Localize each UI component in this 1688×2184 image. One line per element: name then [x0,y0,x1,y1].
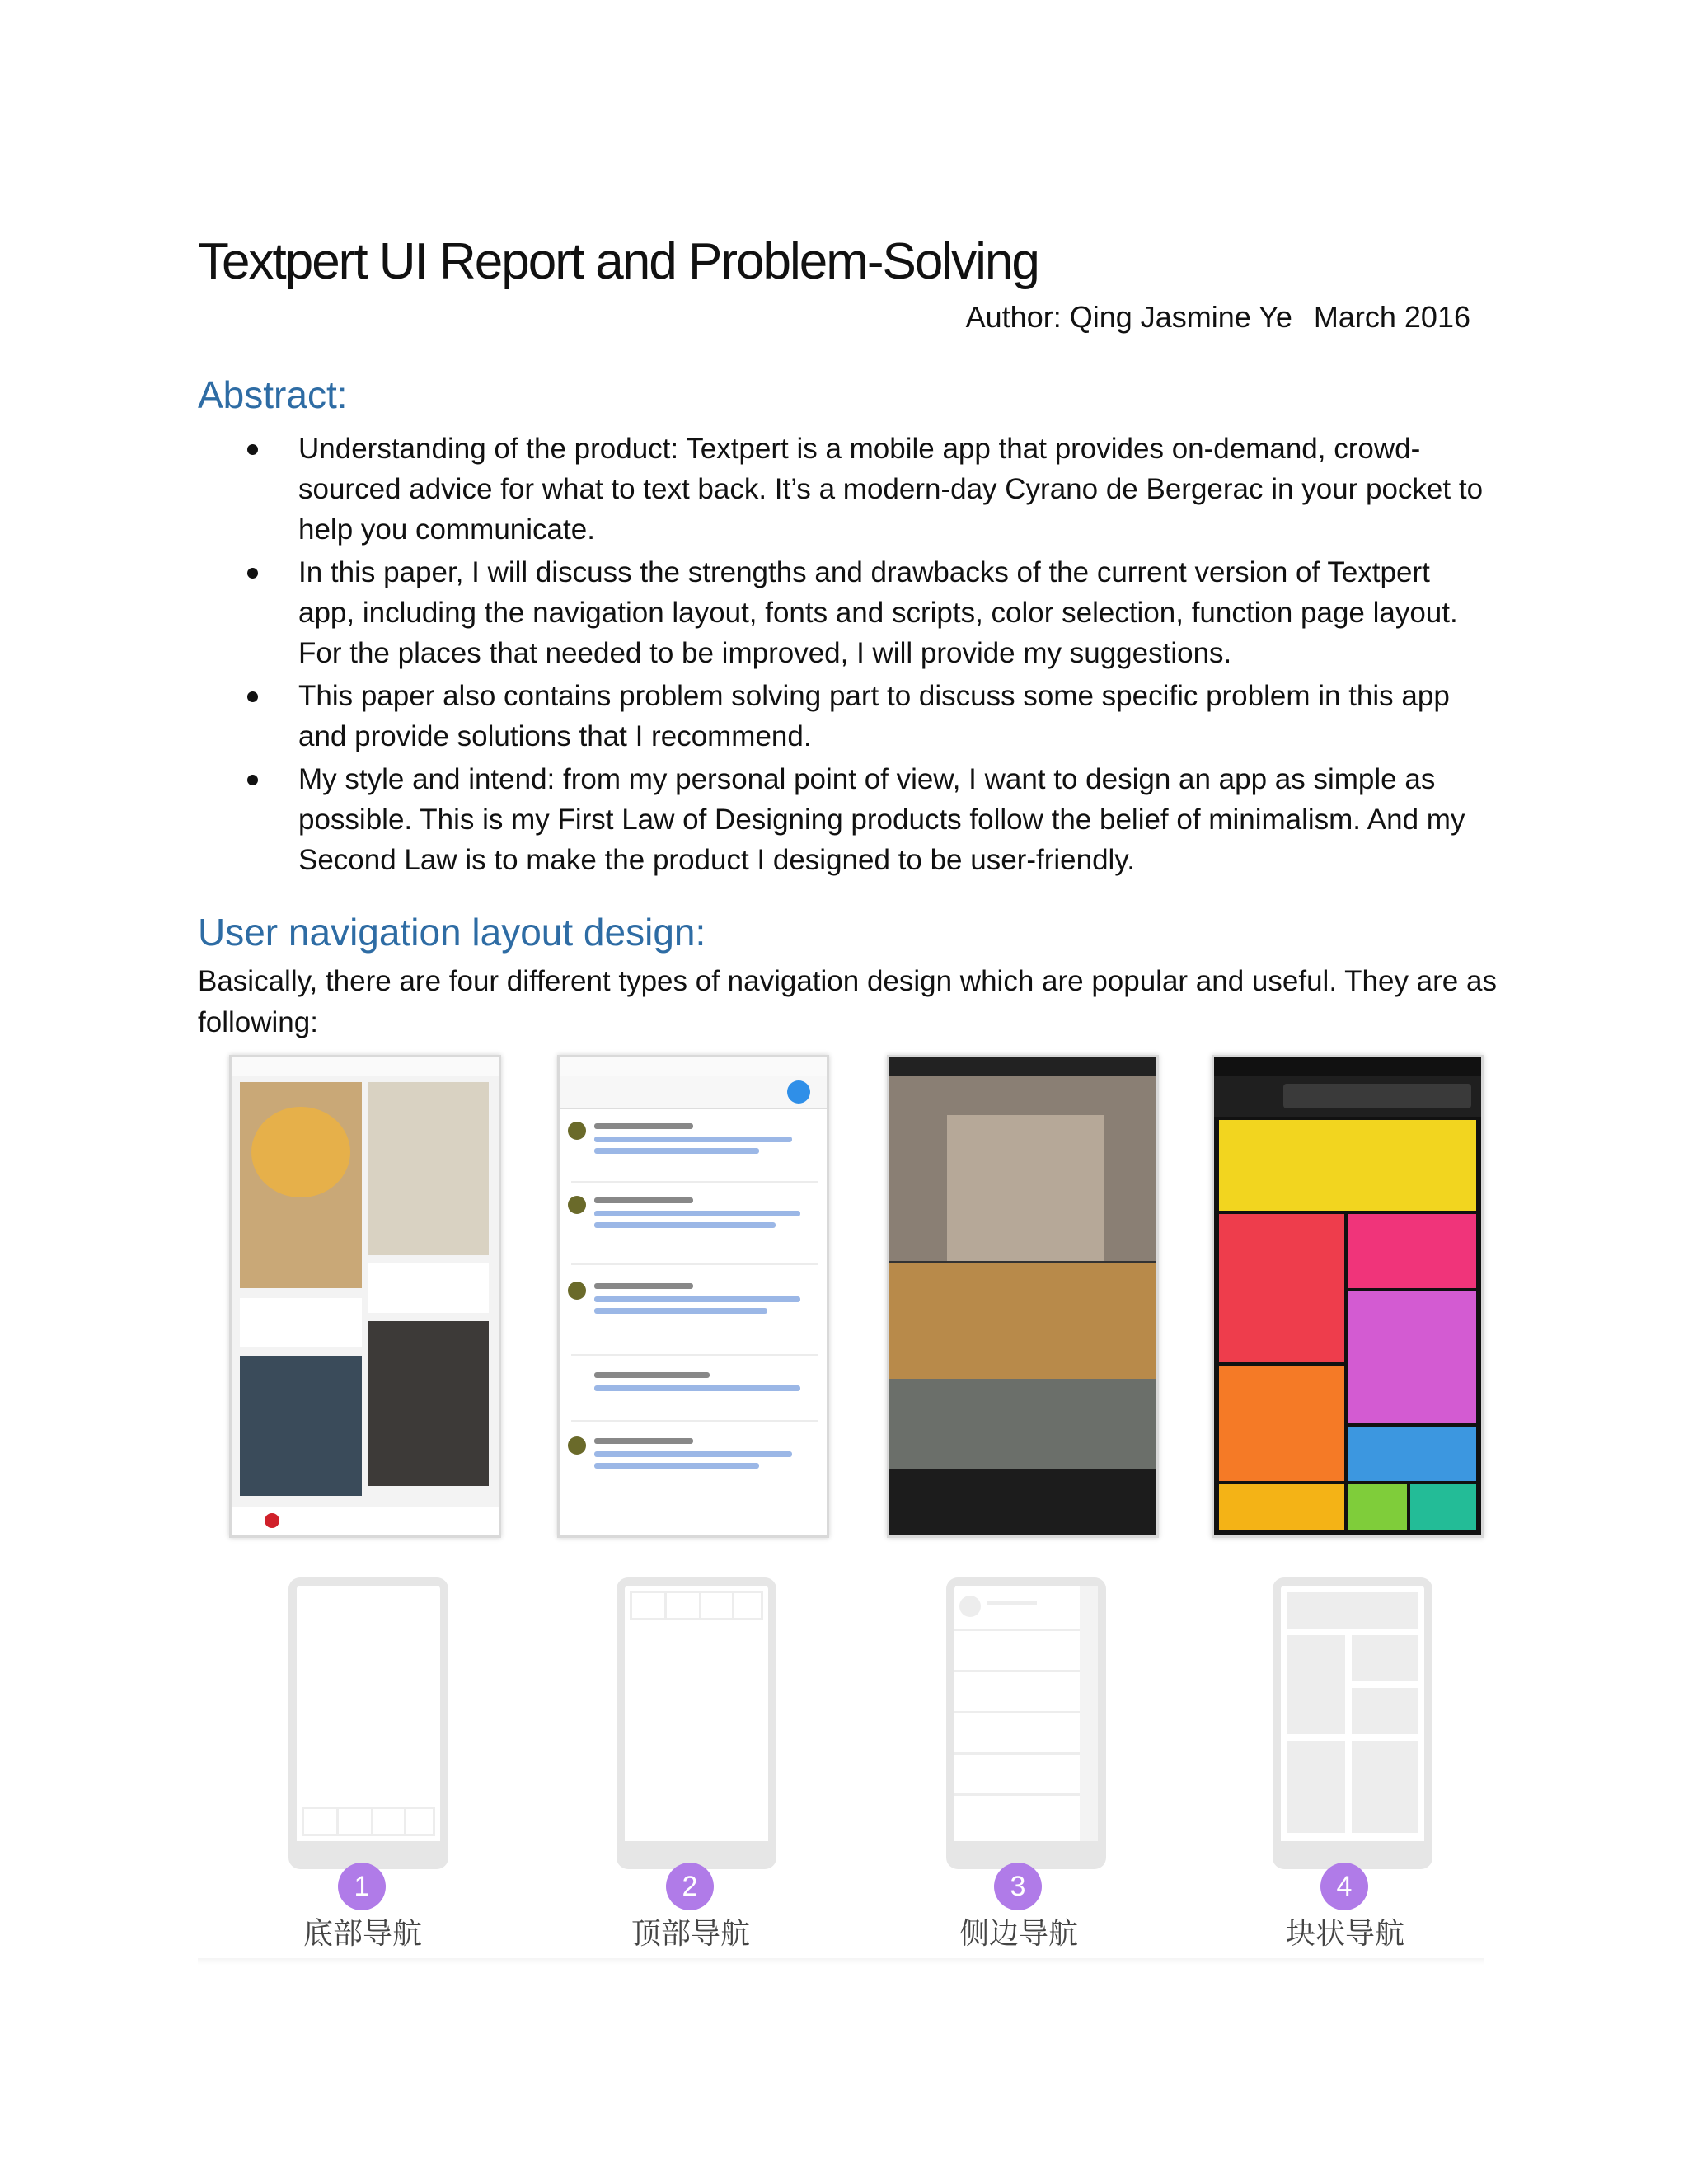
side-nav-example-screenshot [887,1055,1159,1538]
top-nav-example-screenshot [557,1055,829,1538]
block-nav-example-screenshot [1212,1055,1484,1538]
abstract-bullet-list [247,429,1484,883]
navigation-heading: User navigation layout design: [198,911,706,954]
bullet-dot-icon [247,691,258,702]
navigation-intro: Basically, there are four different types of navigation design which are popular and useful. They are as following: [198,965,1497,1038]
bottom-nav-example-screenshot [229,1055,501,1538]
nav-type-caption: 块状导航 [1285,1917,1404,1951]
abstract-bullet: In this paper, I will discuss the strengths and drawbacks of the current version of Textpert app, including the navigation layout, fonts and scripts, color selection, function page layout. For the places that needed to be improved, I will provide my suggestions. [247,552,1484,673]
nav-type-number-badge: 1 [338,1863,386,1910]
abstract-bullet: Understanding of the product: Textpert is a mobile app that provides on-demand, crowd-sourced advice for what to text back. It’s a modern-day Cyrano de Bergerac in your pocket to help you communicate. [247,429,1484,550]
bullet-dot-icon [247,775,258,785]
nav-type-number-badge: 4 [1320,1863,1368,1910]
nav-type-number-badge: 2 [666,1863,714,1910]
abstract-heading: Abstract: [198,373,348,416]
nav-type-caption: 侧边导航 [959,1917,1078,1951]
bottom-nav-wireframe [288,1577,448,1869]
nav-type-caption: 底部导航 [302,1917,422,1951]
bullet-dot-icon [247,444,258,455]
abstract-bullet: My style and intend: from my personal point of view, I want to design an app as simple as possible. This is my First Law of Designing products follow the belief of minimalism. And my Second Law is to make the product I designed to be user-friendly. [247,759,1484,880]
author-name: Author: Qing Jasmine Ye [965,300,1292,334]
author-line [966,300,1470,335]
nav-type-number-badge: 3 [994,1863,1042,1910]
document-title: Textpert UI Report and Problem-Solving [198,233,1039,290]
side-nav-wireframe [946,1577,1106,1869]
bullet-dot-icon [247,568,258,579]
document-date: March 2016 [1313,300,1470,334]
figure-bottom-fade [198,1958,1484,1965]
nav-type-caption: 顶部导航 [631,1917,750,1951]
abstract-bullet: This paper also contains problem solving part to discuss some specific problem in this app and provide solutions that I recommend. [247,676,1484,757]
top-nav-wireframe [617,1577,776,1869]
block-nav-wireframe [1273,1577,1432,1869]
